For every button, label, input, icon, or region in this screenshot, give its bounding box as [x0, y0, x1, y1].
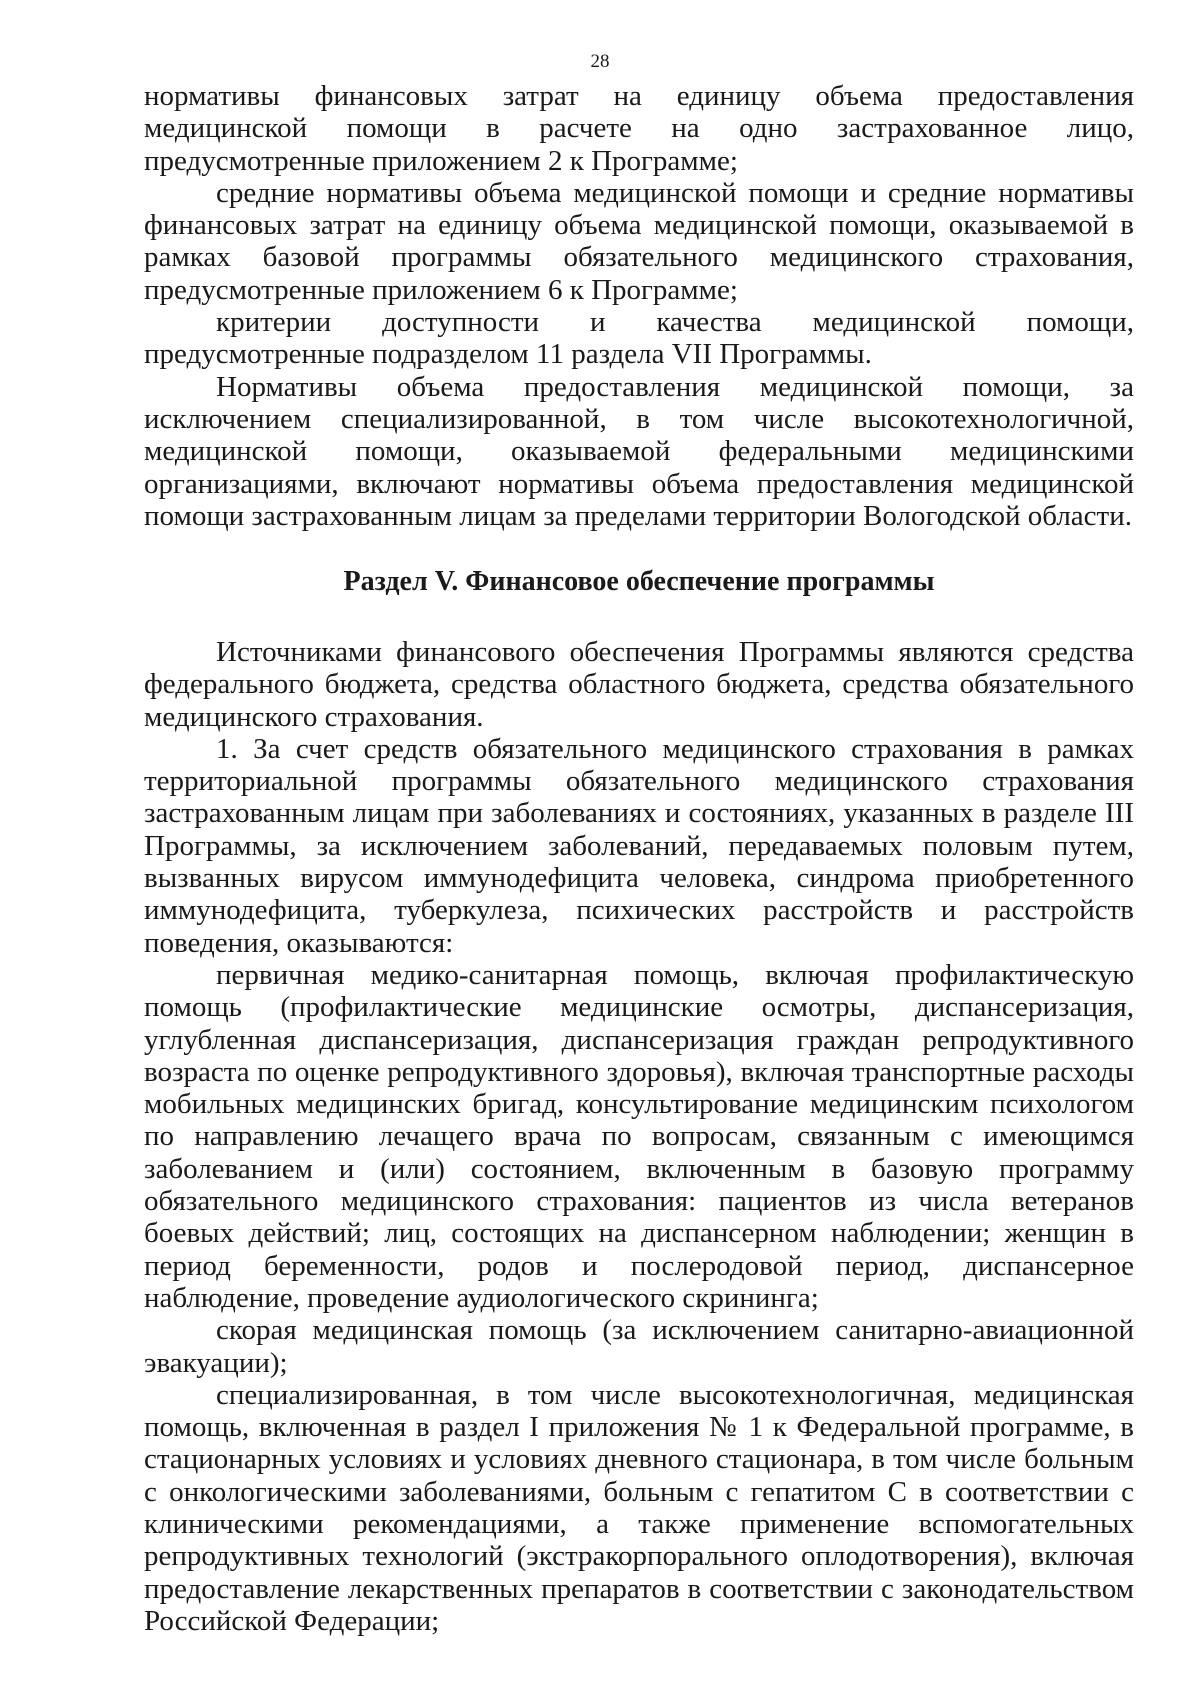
paragraph: скорая медицинская помощь (за исключением санитарно-авиационной эвакуации); [144, 1314, 1134, 1379]
paragraph: средние нормативы объема медицинской помощи и средние нормативы финансовых затрат на единицу объема медицинской помощи, оказываемой в рамках базовой программы обязательного медицинского страхования, предусмотренные приложением 6 к Программе; [144, 176, 1134, 306]
section-heading: Раздел V. Финансовое обеспечение программы [343, 566, 935, 597]
paragraph: Источниками финансового обеспечения Программы являются средства федерального бюджета, средства областного бюджета, средства обязательного медицинского страхования. [144, 636, 1134, 733]
paragraph: 1. За счет средств обязательного медицинского страхования в рамках территориальной программы обязательного медицинского страхования застрахованным лицам при заболеваниях и состояниях, указанных в разделе III Программы, за исключением заболеваний, передаваемых половым путем, вызванных вирусом иммунодефицита человека, синдрома приобретенного иммунодефицита, туберкулеза, психических расстройств и расстройств поведения, оказываются: [144, 732, 1134, 959]
paragraph: Нормативы объема предоставления медицинской помощи, за исключением специализированной, в том числе высокотехнологичной, медицинской помощи, оказываемой федеральными медицинскими организациями, включают нормативы объема предоставления медицинской помощи застрахованным лицам за пределами территории Вологодской области. [144, 370, 1134, 532]
paragraph: первичная медико-санитарная помощь, включая профилактическую помощь (профилактические медицинские осмотры, диспансеризация, углубленная диспансеризация, диспансеризация граждан репродуктивного возраста по оценке репродуктивного здоровья), включая транспортные расходы мобильных медицинских бригад, консультирование медицинским психологом по направлению лечащего врача по вопросам, связанным с имеющимся заболеванием и (или) состоянием, включенным в базовую программу обязательного медицинского страхования: пациентов из числа ветеранов боевых действий; лиц, состоящих на диспансерном наблюдении; женщин в период беременности, родов и послеродовой период, диспансерное наблюдение, проведение аудиологического скрининга; [144, 958, 1134, 1314]
paragraph: специализированная, в том числе высокотехнологичная, медицинская помощь, включенная в раздел I приложения № 1 к Федеральной программе, в стационарных условиях и условиях дневного стационара, в том числе больным с онкологическими заболеваниями, больным с гепатитом С в соответствии с клиническими рекомендациями, а также применение вспомогательных репродуктивных технологий (экстракорпорального оплодотворения), включая предоставление лекарственных препаратов в соответствии с законодательством Российской Федерации; [144, 1378, 1134, 1637]
paragraph: критерии доступности и качества медицинской помощи, предусмотренные подразделом 11 раздела VII Программы. [144, 306, 1134, 371]
paragraph: нормативы финансовых затрат на единицу объема предоставления медицинской помощи в расчете на одно застрахованное лицо, предусмотренные приложением 2 к Программе; [144, 80, 1134, 177]
section-text-block [144, 636, 1134, 1637]
page-number: 28 [590, 51, 610, 72]
top-text-block [144, 80, 1134, 532]
